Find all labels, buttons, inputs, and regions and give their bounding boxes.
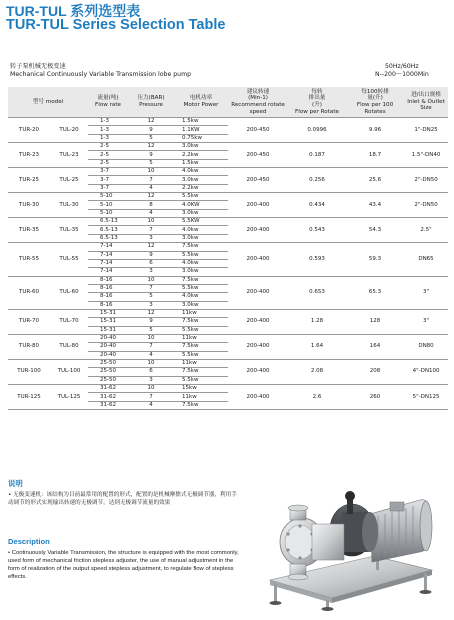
header-model xyxy=(8,87,88,118)
motor-power-cell: 1.1KW xyxy=(174,126,228,134)
pressure-cell: 9 xyxy=(128,151,174,159)
header-rev xyxy=(288,87,346,118)
flow-per-rotate-cell: 0.434 xyxy=(288,193,346,218)
model-tur-cell: TUR-55 xyxy=(8,243,50,276)
model-tur-cell: TUR-30 xyxy=(8,193,50,218)
inlet-outlet-size-cell: 2"-DN50 xyxy=(404,193,448,218)
model-tul-cell: TUL-23 xyxy=(50,143,88,168)
model-tul-cell: TUL-30 xyxy=(50,193,88,218)
motor-power-cell: 5.5kw xyxy=(174,351,228,359)
model-tur-cell: TUR-20 xyxy=(8,118,50,143)
rotate-speed-cell: 200-400 xyxy=(228,218,288,243)
flow-rate-cell: 31-62 xyxy=(88,385,128,393)
description-text-en: • Continuously Variable Transmission, the structure is equipped with the most commonly, used form of mechanical friction stepless adjuster, the use of manual adjustment in the form of realization of the output speed stepless adjustment, to regulate flow of stepless effects. xyxy=(8,550,239,580)
model-tul-cell: TUL-100 xyxy=(50,359,88,384)
header-speed xyxy=(228,87,288,118)
motor-power-cell: 4.0kw xyxy=(174,168,228,176)
rotate-speed-cell: 200-400 xyxy=(228,359,288,384)
pressure-cell: 4 xyxy=(128,209,174,217)
header-pressure xyxy=(128,87,174,118)
rotate-speed-cell: 200-400 xyxy=(228,193,288,218)
inlet-outlet-size-cell: 2"-DN50 xyxy=(404,168,448,193)
motor-power-cell: 7.5kw xyxy=(174,276,228,284)
inlet-outlet-size-cell: 2.5" xyxy=(404,218,448,243)
motor-power-cell: 7.5kw xyxy=(174,401,228,409)
motor-power-cell: 3.0kw xyxy=(174,268,228,276)
pressure-cell: 10 xyxy=(128,276,174,284)
description-heading-en: Description xyxy=(8,537,50,546)
pressure-cell: 9 xyxy=(128,318,174,326)
table-body xyxy=(8,118,448,410)
pressure-cell: 9 xyxy=(128,251,174,259)
flow-per-100-cell: 18.7 xyxy=(346,143,404,168)
table-row xyxy=(8,168,448,176)
motor-power-cell: 2.2kw xyxy=(174,151,228,159)
flow-per-rotate-cell: 0.187 xyxy=(288,143,346,168)
motor-power-cell: 11kw xyxy=(174,393,228,401)
pressure-cell: 10 xyxy=(128,359,174,367)
flow-per-rotate-cell: 0.543 xyxy=(288,218,346,243)
header-size-en: Inlet & Outlet Size xyxy=(407,98,445,112)
inlet-outlet-size-cell: 5"-DN125 xyxy=(404,385,448,410)
motor-power-cell: 4.0kw xyxy=(174,226,228,234)
flow-per-rotate-cell: 0.0996 xyxy=(288,118,346,143)
flow-rate-cell: 1-3 xyxy=(88,134,128,142)
pressure-cell: 7 xyxy=(128,393,174,401)
pressure-cell: 6 xyxy=(128,368,174,376)
motor-power-cell: 3.0kw xyxy=(174,234,228,242)
header-hund-en: Flow per 100 Rotates xyxy=(356,102,394,115)
model-tur-cell: TUR-80 xyxy=(8,334,50,359)
flow-per-100-cell: 208 xyxy=(346,359,404,384)
table-row xyxy=(8,193,448,201)
flow-per-rotate-cell: 1.28 xyxy=(288,309,346,334)
flow-rate-cell: 25-50 xyxy=(88,359,128,367)
header-flow-cn: 流量(吨) xyxy=(97,95,119,102)
description-text-cn: • 无极变速机：该结构为目前最常用的配置的形式，配置的是机械摩擦式无极调节器，利用手动调节的形式实现输出转速的无极调节，达到无极调节流量的效果 xyxy=(8,492,237,506)
motor-power-cell: 0.75kw xyxy=(174,134,228,142)
rotate-speed-cell: 200-450 xyxy=(228,168,288,193)
flow-per-100-cell: 65.3 xyxy=(346,276,404,309)
pressure-cell: 12 xyxy=(128,309,174,317)
motor-power-cell: 7.5kw xyxy=(174,318,228,326)
header-model-label: 型号 model xyxy=(32,98,64,105)
inlet-outlet-size-cell: DN65 xyxy=(404,243,448,276)
model-tul-cell: TUL-125 xyxy=(50,385,88,410)
pressure-cell: 7 xyxy=(128,343,174,351)
flow-per-100-cell: 43.4 xyxy=(346,193,404,218)
pressure-cell: 3 xyxy=(128,268,174,276)
model-tul-cell: TUL-60 xyxy=(50,276,88,309)
flow-rate-cell: 5-10 xyxy=(88,193,128,201)
selection-table xyxy=(8,87,448,410)
flow-rate-cell: 3-7 xyxy=(88,184,128,192)
model-tur-cell: TUR-125 xyxy=(8,385,50,410)
subtitle-cn: 转子泵机械无极变速 xyxy=(10,63,66,70)
pressure-cell: 7 xyxy=(128,226,174,234)
subtitle-en: Mechanical Continuously Variable Transmission lobe pump xyxy=(10,71,192,78)
flow-rate-cell: 2-5 xyxy=(88,159,128,167)
flow-per-100-cell: 9.96 xyxy=(346,118,404,143)
flow-rate-cell: 31-62 xyxy=(88,401,128,409)
flow-rate-cell: 5-10 xyxy=(88,201,128,209)
pressure-cell: 10 xyxy=(128,385,174,393)
pressure-cell: 5 xyxy=(128,293,174,301)
flow-per-rotate-cell: 2.08 xyxy=(288,359,346,384)
table-header xyxy=(8,87,448,118)
frequency: 50Hz/60Hz xyxy=(385,63,419,70)
rotate-speed-cell: 200-400 xyxy=(228,334,288,359)
model-tur-cell: TUR-25 xyxy=(8,168,50,193)
flow-per-rotate-cell: 1.64 xyxy=(288,334,346,359)
model-tur-cell: TUR-60 xyxy=(8,276,50,309)
header-rev-cn2: 排出量 xyxy=(308,95,326,102)
motor-power-cell: 1.5kw xyxy=(174,118,228,126)
model-tur-cell: TUR-35 xyxy=(8,218,50,243)
model-tul-cell: TUL-25 xyxy=(50,168,88,193)
flow-rate-cell: 15-31 xyxy=(88,326,128,334)
motor-power-cell: 11kw xyxy=(174,309,228,317)
rotate-speed-cell: 200-400 xyxy=(228,243,288,276)
inlet-outlet-size-cell: 1.5"-DN40 xyxy=(404,143,448,168)
flow-per-rotate-cell: 2.6 xyxy=(288,385,346,410)
rotate-speed-cell: 200-450 xyxy=(228,143,288,168)
motor-power-cell: 3.0kw xyxy=(174,301,228,309)
pressure-cell: 3 xyxy=(128,234,174,242)
motor-power-cell: 3.0kw xyxy=(174,209,228,217)
motor-power-cell: 4.0kw xyxy=(174,293,228,301)
pressure-cell: 12 xyxy=(128,143,174,151)
flow-rate-cell: 7-14 xyxy=(88,243,128,251)
motor-power-cell: 3.0kw xyxy=(174,176,228,184)
flow-rate-cell: 3-7 xyxy=(88,168,128,176)
motor-power-cell: 5.5kw xyxy=(174,284,228,292)
pressure-cell: 10 xyxy=(128,334,174,342)
pressure-cell: 12 xyxy=(128,118,174,126)
flow-per-rotate-cell: 0.653 xyxy=(288,276,346,309)
flow-rate-cell: 1-3 xyxy=(88,126,128,134)
inlet-outlet-size-cell: 3" xyxy=(404,276,448,309)
header-flow xyxy=(88,87,128,118)
motor-power-cell: 1.5kw xyxy=(174,159,228,167)
motor-power-cell: 7.5kw xyxy=(174,243,228,251)
header-power-cn: 电机功率 xyxy=(189,95,213,102)
header-pressure-cn: 压力(BAR) xyxy=(137,95,165,102)
flow-rate-cell: 15-31 xyxy=(88,318,128,326)
pressure-cell: 5 xyxy=(128,134,174,142)
header-size-cn: 进/出口规格 xyxy=(411,92,441,99)
rotate-speed-cell: 200-400 xyxy=(228,276,288,309)
flow-rate-cell: 15-31 xyxy=(88,309,128,317)
flow-rate-cell: 25-50 xyxy=(88,368,128,376)
flow-rate-cell: 8-16 xyxy=(88,293,128,301)
inlet-outlet-size-cell: 3" xyxy=(404,309,448,334)
header-hund-cn2: 量(升) xyxy=(367,95,383,102)
motor-power-cell: 7.5kw xyxy=(174,343,228,351)
header-hund-cn: 每100转排 xyxy=(361,88,389,95)
pressure-cell: 12 xyxy=(128,193,174,201)
flow-rate-cell: 7-14 xyxy=(88,268,128,276)
motor-power-cell: 2.2kw xyxy=(174,184,228,192)
rotate-speed-cell: 200-450 xyxy=(228,118,288,143)
model-tul-cell: TUL-35 xyxy=(50,218,88,243)
model-tul-cell: TUL-55 xyxy=(50,243,88,276)
flow-rate-cell: 7-14 xyxy=(88,251,128,259)
rotate-speed-cell: 200-400 xyxy=(228,309,288,334)
table-row xyxy=(8,218,448,226)
flow-per-100-cell: 260 xyxy=(346,385,404,410)
pressure-cell: 12 xyxy=(128,243,174,251)
flow-rate-cell: 20-40 xyxy=(88,351,128,359)
flow-rate-cell: 8-16 xyxy=(88,284,128,292)
flow-per-100-cell: 164 xyxy=(346,334,404,359)
motor-power-cell: 11kw xyxy=(174,334,228,342)
pressure-cell: 10 xyxy=(128,168,174,176)
header-speed-en: Recommend rotate speed xyxy=(231,102,285,115)
flow-rate-cell: 3-7 xyxy=(88,176,128,184)
motor-power-cell: 5.5KW xyxy=(174,218,228,226)
flow-rate-cell: 20-40 xyxy=(88,334,128,342)
header-rev-unit: (升) xyxy=(312,102,322,108)
inlet-outlet-size-cell: 1"-DN25 xyxy=(404,118,448,143)
motor-power-cell: 4.0kw xyxy=(174,259,228,267)
table-row xyxy=(8,385,448,393)
model-tur-cell: TUR-23 xyxy=(8,143,50,168)
header-flow-en: Flow rate xyxy=(95,102,121,108)
model-tul-cell: TUL-80 xyxy=(50,334,88,359)
header-size xyxy=(404,87,448,118)
motor-power-cell: 5.5kw xyxy=(174,376,228,384)
flow-rate-cell: 2-5 xyxy=(88,143,128,151)
flow-rate-cell: 6.5-13 xyxy=(88,226,128,234)
table-row xyxy=(8,309,448,317)
speed-range: N--200～1000Min xyxy=(375,71,429,78)
inlet-outlet-size-cell: 4"-DN100 xyxy=(404,359,448,384)
table-row xyxy=(8,143,448,151)
header-power xyxy=(174,87,228,118)
flow-per-100-cell: 25.6 xyxy=(346,168,404,193)
pressure-cell: 4 xyxy=(128,184,174,192)
table-row xyxy=(8,276,448,284)
header-speed-cn: 建议转速 xyxy=(246,88,270,95)
flow-rate-cell: 2-5 xyxy=(88,151,128,159)
model-tur-cell: TUR-70 xyxy=(8,309,50,334)
flow-rate-cell: 25-50 xyxy=(88,376,128,384)
pressure-cell: 7 xyxy=(128,176,174,184)
pressure-cell: 8 xyxy=(128,201,174,209)
flow-rate-cell: 8-16 xyxy=(88,301,128,309)
motor-power-cell: 11kw xyxy=(174,359,228,367)
pressure-cell: 9 xyxy=(128,126,174,134)
table-row xyxy=(8,359,448,367)
pressure-cell: 4 xyxy=(128,401,174,409)
flow-rate-cell: 5-10 xyxy=(88,209,128,217)
header-rev-cn: 每转 xyxy=(311,88,323,95)
flow-rate-cell: 7-14 xyxy=(88,259,128,267)
header-rev-en: Flow per Rotate xyxy=(295,108,339,115)
motor-power-cell: 7.5kw xyxy=(174,368,228,376)
pressure-cell: 10 xyxy=(128,218,174,226)
motor-power-cell: 5.5kw xyxy=(174,326,228,334)
flow-per-rotate-cell: 0.256 xyxy=(288,168,346,193)
flow-per-100-cell: 128 xyxy=(346,309,404,334)
header-hund xyxy=(346,87,404,118)
flow-rate-cell: 6.5-13 xyxy=(88,234,128,242)
flow-per-100-cell: 59.3 xyxy=(346,243,404,276)
model-tul-cell: TUL-20 xyxy=(50,118,88,143)
motor-power-cell: 15kw xyxy=(174,385,228,393)
motor-power-cell: 5.5kw xyxy=(174,251,228,259)
pressure-cell: 5 xyxy=(128,159,174,167)
pressure-cell: 3 xyxy=(128,301,174,309)
flow-rate-cell: 1-3 xyxy=(88,118,128,126)
pressure-cell: 5 xyxy=(128,326,174,334)
flow-per-100-cell: 54.3 xyxy=(346,218,404,243)
flow-rate-cell: 8-16 xyxy=(88,276,128,284)
flow-rate-cell: 31-62 xyxy=(88,393,128,401)
header-speed-unit: (Min-1) xyxy=(248,95,268,102)
flow-per-rotate-cell: 0.593 xyxy=(288,243,346,276)
motor-power-cell: 3.0kw xyxy=(174,143,228,151)
pressure-cell: 4 xyxy=(128,351,174,359)
model-tul-cell: TUL-70 xyxy=(50,309,88,334)
pressure-cell: 3 xyxy=(128,376,174,384)
header-pressure-en: Pressure xyxy=(139,102,163,108)
table-row xyxy=(8,243,448,251)
pressure-cell: 7 xyxy=(128,284,174,292)
inlet-outlet-size-cell: DN80 xyxy=(404,334,448,359)
motor-power-cell: 5.5kw xyxy=(174,193,228,201)
title-cn: TUR-TUL 系列选型表 xyxy=(6,3,141,19)
motor-power-cell: 4.0KW xyxy=(174,201,228,209)
flow-rate-cell: 6.5-13 xyxy=(88,218,128,226)
description-heading-cn: 说明 xyxy=(8,479,23,488)
flow-rate-cell: 20-40 xyxy=(88,343,128,351)
pump-photo xyxy=(254,480,448,612)
title-en: TUR-TUL Series Selection Table xyxy=(6,17,226,33)
table-row xyxy=(8,334,448,342)
model-tur-cell: TUR-100 xyxy=(8,359,50,384)
pressure-cell: 6 xyxy=(128,259,174,267)
rotate-speed-cell: 200-400 xyxy=(228,385,288,410)
header-power-en: Motor Power xyxy=(183,102,219,108)
table-row xyxy=(8,118,448,126)
